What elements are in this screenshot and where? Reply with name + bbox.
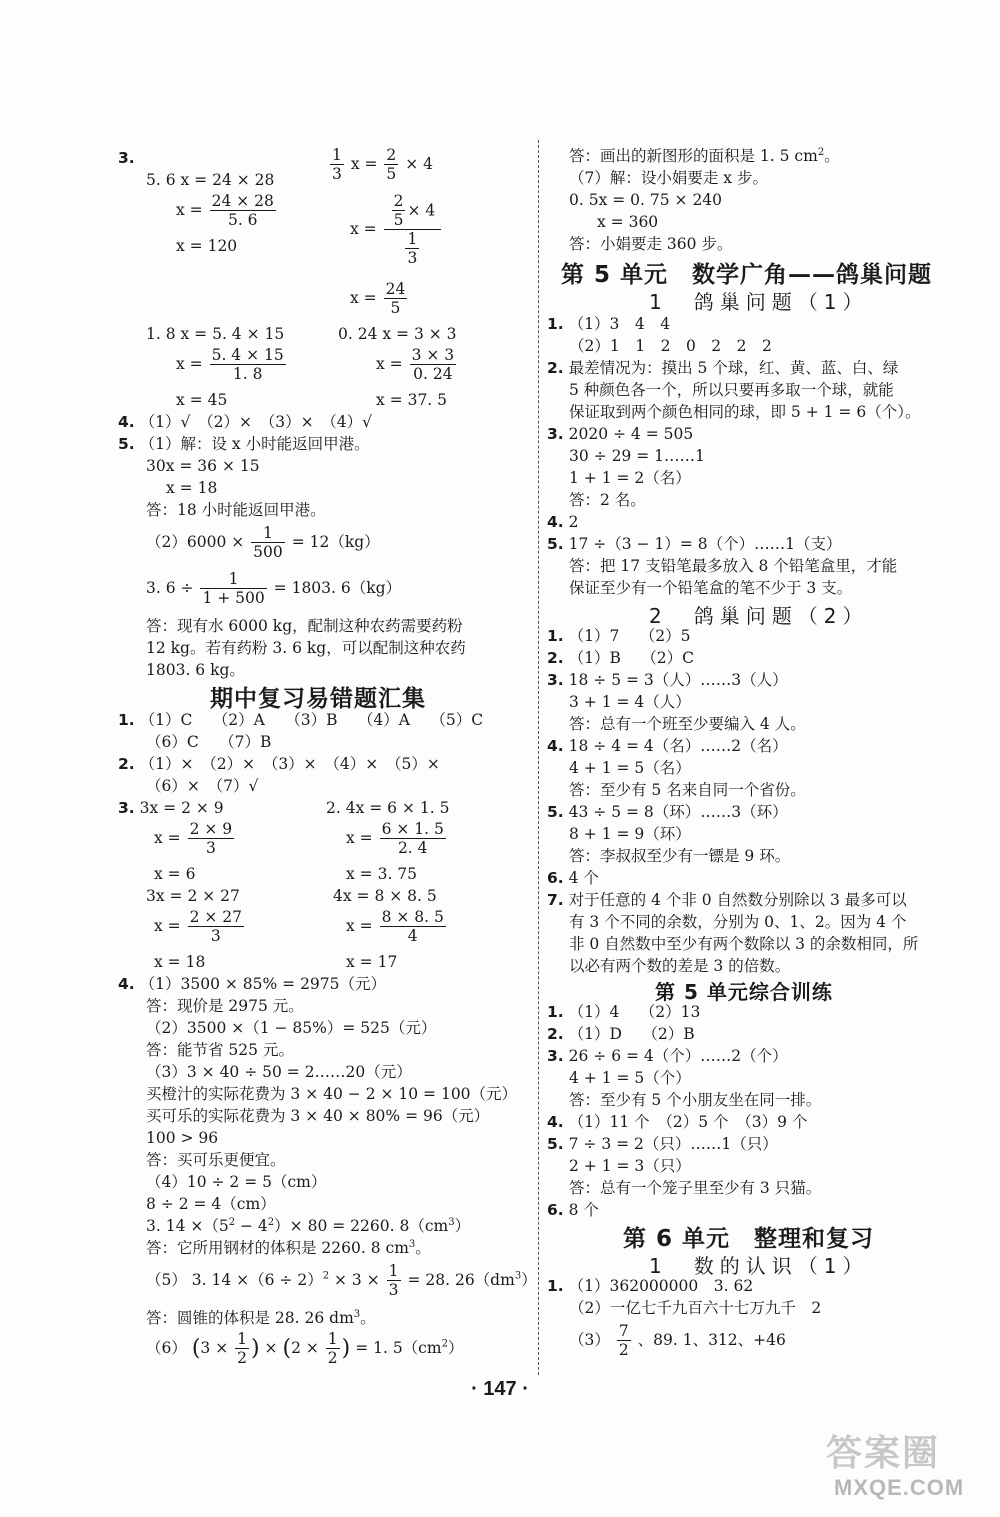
equation: x = $\frac{3 \times 3}{0. 24}$	[376, 346, 455, 383]
equation: 4x = 8 × 8. 5	[333, 887, 437, 905]
q4: 4. （1）√ （2）× （3）× （4）√	[118, 413, 373, 431]
equation: 100 > 96	[146, 1129, 219, 1147]
equation: 3. $14 \times(5^2 - 4^2)\times 80 = 2260$. $8(cm^3)$	[146, 1216, 471, 1235]
section-title: 2 鸽巢问题（2）	[649, 604, 869, 628]
s1-q3: 3. 2020 ÷ 4 = 505	[547, 425, 694, 443]
s2-q6: 6. 4 个	[547, 869, 599, 887]
equation: 4 + 1 = 5（名）	[569, 759, 691, 777]
s3-q3: 3. 26 ÷ 6 = 4（个）……2（个）	[547, 1047, 788, 1065]
fraction: $\frac{2 \times 27}{3}$	[189, 908, 243, 945]
equation: 3x = 2 × 27	[146, 887, 240, 905]
answer-text: 答：圆锥的体积是 28. 26 $dm^3$。	[146, 1308, 376, 1327]
fraction: $\frac{24 \times 28}{5. 6}$	[211, 192, 274, 229]
s4-q1-cont: （3） $\frac{7}{2}$ 、89. 1、312、+46	[569, 1322, 786, 1359]
answer-text: 答：画出的新图形的面积是 1. 5 $cm^2$。	[569, 146, 840, 165]
equation: x = $\frac{8 \times 8. 5}{4}$	[346, 908, 444, 945]
watermark-url: MXQE.COM	[834, 1475, 965, 1500]
answer-text: 买橙汁的实际花费为 3 × 40 − 2 × 10 = 100（元）	[146, 1085, 518, 1103]
column-divider	[538, 140, 539, 1375]
equation: 8 ÷ 2 = 4（cm）	[146, 1195, 276, 1213]
equation: 5. 6 x = 24 × 28	[146, 171, 275, 189]
page-number: · 147 ·	[471, 1378, 529, 1400]
equation: 1 + 1 = 2（名）	[569, 469, 691, 487]
watermark-logo	[826, 1425, 986, 1505]
answer-text: 答：18 小时能返回甲港。	[146, 501, 326, 519]
s3-q6: 6. 8 个	[547, 1201, 599, 1219]
section-title-midterm: 期中复习易错题汇集	[210, 686, 426, 712]
answer-text: 有 3 个不同的余数，分别为 0、1、2。因为 4 个	[569, 913, 907, 931]
answer-text: 答：把 17 支铅笔最多放入 8 个铅笔盒里，才能	[569, 557, 898, 575]
fraction: $\frac{1}{3}$	[388, 1262, 399, 1299]
answer-text: 答：小娟要走 360 步。	[569, 235, 733, 253]
answer-text: 保证至少有一个铅笔盒的笔不少于 3 支。	[569, 579, 853, 597]
equation: 0. 5x = 0. 75 × 240	[569, 191, 723, 209]
s3-q1: 1. （1）4 （2）13	[547, 1003, 701, 1021]
fraction: $\frac{1}{2}$	[327, 1330, 338, 1367]
section-title: 1 鸽巢问题（1）	[649, 290, 869, 314]
s1-q1-cont: （2）1 1 2 0 2 2 2	[569, 337, 772, 355]
fraction: $\frac{1}{500}$	[253, 524, 283, 561]
fraction: $\frac{1}{1 + 500}$	[202, 570, 265, 607]
equation: （2）3500 ×（1 − 85%）= 525（元）	[146, 1019, 437, 1037]
fraction: $\frac{3 \times 3}{0. 24}$	[411, 346, 455, 383]
equation: （3）3 × 40 ÷ 50 = 2……20（元）	[146, 1063, 412, 1081]
answer-text: 非 0 自然数中至少有两个数除以 3 的余数相同，所	[569, 935, 919, 953]
fraction: $\frac{1}{2}$	[237, 1330, 247, 1367]
equation: 8 + 1 = 9（环）	[569, 825, 691, 843]
unit5-title: 第 5 单元 数学广角——鸽巢问题	[561, 262, 933, 288]
equation: 2. 4x = 6 × 1. 5	[326, 799, 450, 817]
equation: x = 18	[154, 953, 206, 971]
equation: x = $\frac{24}{5}$	[350, 280, 406, 317]
s1-q1: 1. （1）3 4 4	[547, 315, 671, 333]
answer-text: 答：能节省 525 元。	[146, 1041, 294, 1059]
m3: 3. 3x = 2 × 9	[118, 799, 224, 817]
equation: 30 ÷ 29 = 1……1	[569, 447, 705, 465]
equation: （4）10 ÷ 2 = 5（cm）	[146, 1173, 327, 1191]
equation: （2）6000 × $\frac{1}{500}$ = 12（kg）	[146, 524, 380, 561]
equation: 0. 24 x = 3 × 3	[338, 325, 457, 343]
m1-cont: （6）C （7）B	[146, 733, 272, 751]
s1-q2: 2. 最差情况为：摸出 5 个球，红、黄、蓝、白、绿	[547, 359, 899, 377]
equation: x = 6	[154, 865, 196, 883]
answer-text: （7）解：设小娟要走 x 步。	[569, 169, 768, 187]
answer-text: 买可乐的实际花费为 3 × 40 × 80% = 96（元）	[146, 1107, 490, 1125]
equation: x = $\frac{2}{5}$ × 4 $\frac{1}{3}$	[350, 192, 443, 278]
s4-q1: 1. （1）362000000 3. 62	[547, 1277, 754, 1295]
unit6-title: 第 6 单元 整理和复习	[623, 1226, 875, 1252]
s3-q2: 2. （1）D （2）B	[547, 1025, 695, 1043]
s2-q1: 1. （1）7 （2）5	[547, 627, 691, 645]
m2: 2. （1）× （2）× （3）× （4）× （5）×	[118, 755, 440, 773]
equation: 3 + 1 = 4（人）	[569, 693, 691, 711]
answer-text: 答：李叔叔至少有一镖是 9 环。	[569, 847, 791, 865]
equation: x = 3. 75	[346, 865, 418, 883]
s2-q2: 2. （1）B （2）C	[547, 649, 695, 667]
equation: x = 360	[597, 213, 659, 231]
equation: x = 18	[166, 479, 218, 497]
s3-q4: 4. （1）11 个 （2）5 个 （3）9 个	[547, 1113, 808, 1131]
m2-cont: （6）× （7）√	[146, 777, 259, 795]
s2-q3: 3. 18 ÷ 5 = 3（人）……3（人）	[547, 671, 788, 689]
answer-text: 答：至少有 5 名来自同一个省份。	[569, 781, 806, 799]
answer-text: 答：现有水 6000 kg，配制这种农药需要药粉	[146, 617, 463, 635]
answer-text: 答：至少有 5 个小朋友坐在同一排。	[569, 1091, 822, 1109]
equation: 30x = 36 × 15	[146, 457, 260, 475]
watermark-logo-text: 答案圈	[826, 1433, 941, 1474]
fraction: $\frac{24}{5}$	[385, 280, 406, 317]
s1-q5: 5. 17 ÷（3 − 1）= 8（个）……1（支）	[547, 535, 842, 553]
s2-q7: 7. 对于任意的 4 个非 0 自然数分别除以 3 最多可以	[547, 891, 907, 909]
answer-text: 12 kg。若有药粉 3. 6 kg，可以配制这种农药	[146, 639, 466, 657]
fraction: $\frac{6 \times 1. 5}{2. 4}$	[381, 820, 444, 857]
m1: 1. （1）C （2）A （3）B （4）A （5）C	[118, 711, 484, 729]
fraction: $\frac{1}{3}$	[332, 146, 342, 183]
equation: x = $\frac{2 \times 9}{3}$	[154, 820, 233, 857]
equation: x = $\frac{5. 4 \times 15}{1. 8}$	[176, 346, 284, 383]
s1-q2-cont: 5 种颜色各一个，所以只要再多取一个球，就能	[569, 381, 894, 399]
fraction: $\frac{2 \times 9}{3}$	[189, 820, 233, 857]
equation: 3. 6 ÷ $\frac{1}{1 + 500}$ = 1803. 6（kg）	[146, 570, 402, 607]
equation: x = 17	[346, 953, 398, 971]
s2-q4: 4. 18 ÷ 4 = 4（名）……2（名）	[547, 737, 788, 755]
equation: 1. 8 x = 5. 4 × 15	[146, 325, 285, 343]
fraction: $\frac{5. 4 \times 15}{1. 8}$	[211, 346, 284, 383]
equation: 4 + 1 = 5（个）	[569, 1069, 691, 1087]
fraction: $\frac{7}{2}$	[618, 1322, 629, 1359]
equation: x = 120	[176, 237, 238, 255]
answer-text: 答：总有一个班至少要编入 4 人。	[569, 715, 806, 733]
answer-text: 答：它所用钢材的体积是 2260. 8 $cm^3$。	[146, 1238, 431, 1257]
answer-text: 答：现价是 2975 元。	[146, 997, 304, 1015]
equation: x = 37. 5	[376, 391, 448, 409]
s3-q5: 5. 7 ÷ 3 = 2（只）……1（只）	[547, 1135, 778, 1153]
section-title: 1 数的认识（1）	[649, 1254, 869, 1278]
compound-fraction: $\frac{2}{5}$ × 4 $\frac{1}{3}$	[384, 192, 442, 267]
fraction: $\frac{2}{5}$	[386, 146, 397, 183]
answer-text: 1803. 6 kg。	[146, 661, 245, 679]
s1-q2-cont: 保证取到两个颜色相同的球，即 5 + 1 = 6（个）。	[569, 403, 921, 421]
s1-q4: 4. 2	[547, 513, 579, 531]
equation: x = $\frac{6 \times 1. 5}{2. 4}$	[346, 820, 444, 857]
answer-text: 以必有两个数的差是 3 的倍数。	[569, 957, 791, 975]
equation: x = 45	[176, 391, 228, 409]
equation: （6） (3 × $\frac{1}{2}$ ) × (2 × $\frac{1}{2}$ ) = 1. $5(cm^2)$	[146, 1330, 464, 1367]
q5: 5. （1）解：设 x 小时能返回甲港。	[118, 435, 370, 453]
fraction: $\frac{8 \times 8. 5}{4}$	[381, 908, 444, 945]
equation: x = $\frac{24 \times 28}{5. 6}$	[176, 192, 274, 229]
answer-text: 答：买可乐更便宜。	[146, 1151, 286, 1169]
s2-q5: 5. 43 ÷ 5 = 8（环）……3（环）	[547, 803, 788, 821]
fraction: $\frac{1}{3}$	[407, 230, 418, 267]
fraction: $\frac{2}{5}$	[393, 192, 404, 229]
answer-text: 答：2 名。	[569, 491, 646, 509]
section-title: 第 5 单元综合训练	[655, 980, 833, 1004]
equation: （5） 3. $14 \times(6 \div 2)^2 \times 3$ × $\frac{1}{3}$ = 28. $26(dm^3)$	[146, 1262, 537, 1299]
s4-q1-cont: （2）一亿七千九百六十七万九千 2	[569, 1299, 822, 1317]
equation: $\frac{1}{3}$ x = $\frac{2}{5}$ × 4	[332, 146, 433, 183]
equation: 2 + 1 = 3（只）	[569, 1157, 691, 1175]
equation: x = $\frac{2 \times 27}{3}$	[154, 908, 243, 945]
m4: 4. （1）3500 × 85% = 2975（元）	[118, 975, 387, 993]
q3-label: 3.	[118, 149, 135, 167]
answer-text: 答：总有一个笼子里至少有 3 只猫。	[569, 1179, 822, 1197]
